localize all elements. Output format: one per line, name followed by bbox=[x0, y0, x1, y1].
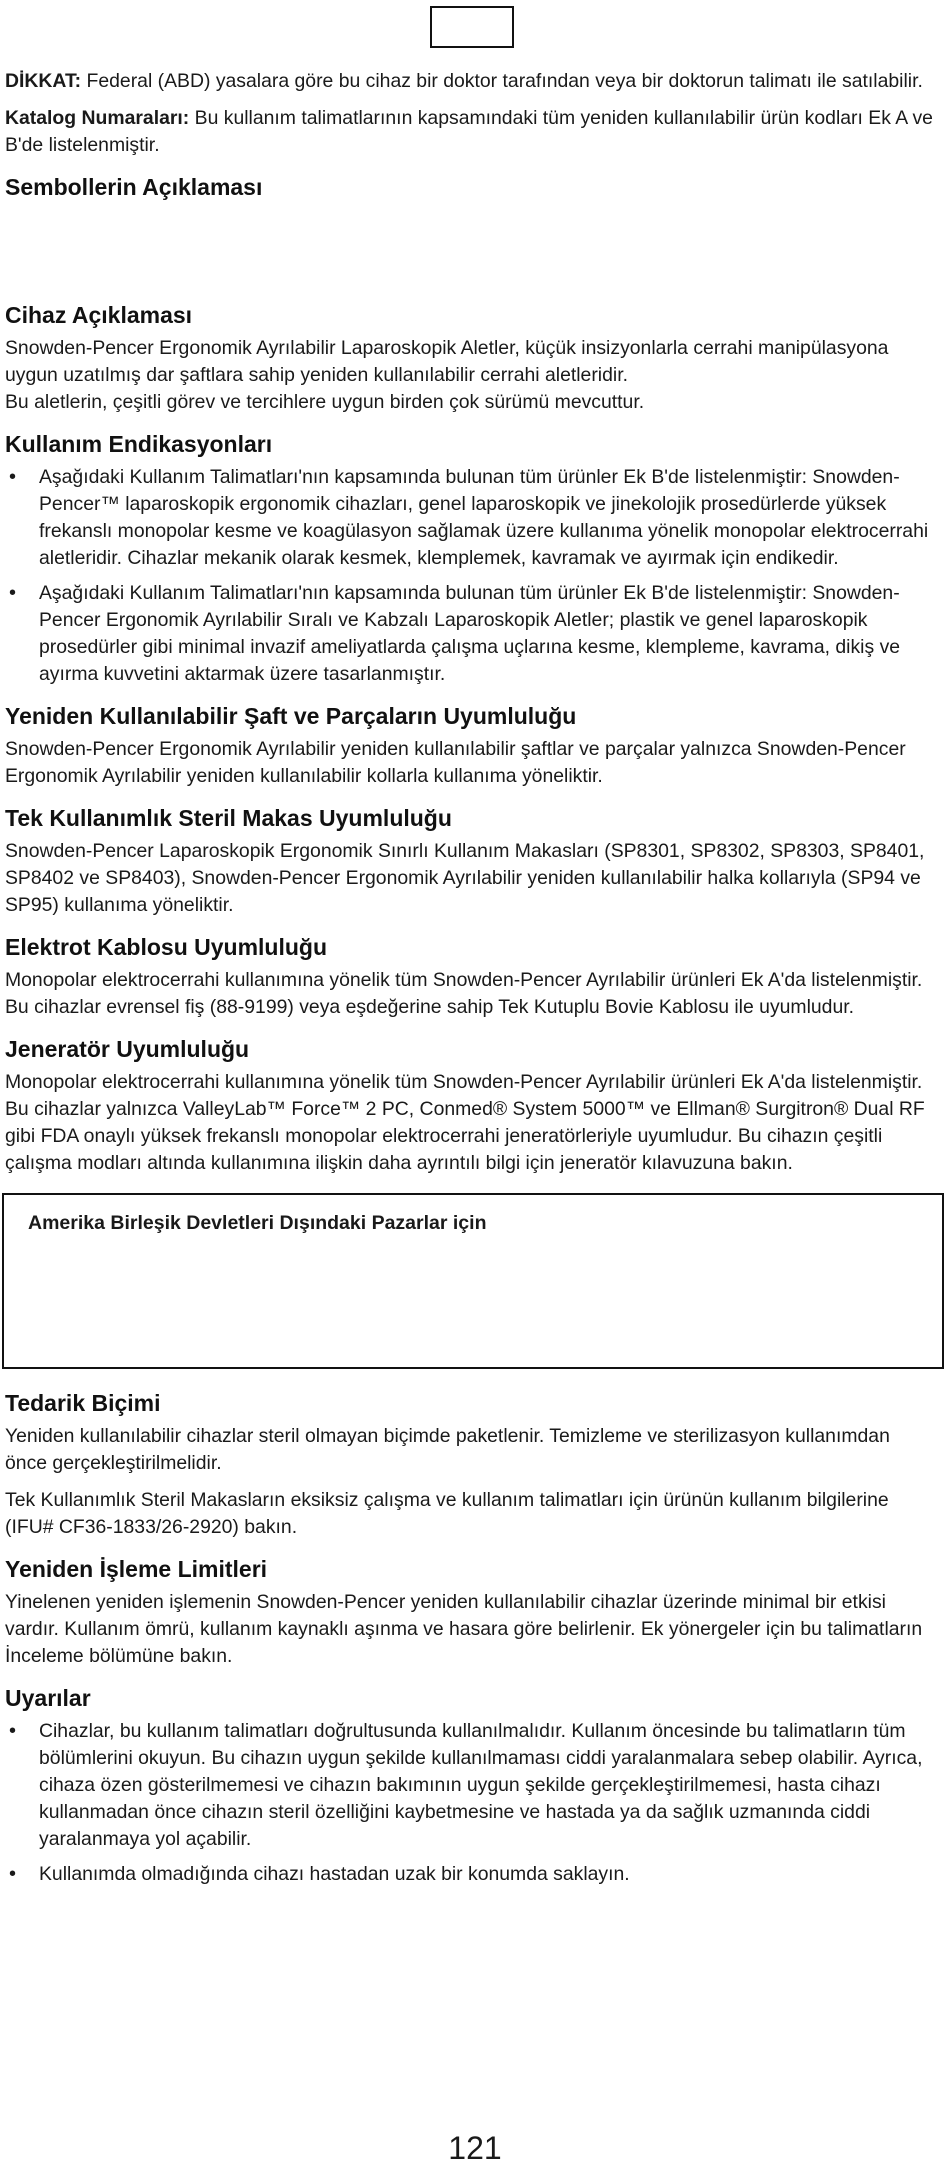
symbols-area bbox=[5, 207, 937, 287]
device-description-text: Snowden-Pencer Ergonomik Ayrılabilir Laparoskopik Aletler, küçük insizyonlarla cerrahi manipülasyona uygun uzatılmış dar şaftlara sahip yeniden kullanılabilir cerrahi aletleridir. bbox=[5, 337, 889, 386]
generator-compat-text: Monopolar elektrocerrahi kullanımına yönelik tüm Snowden-Pencer Ayrılabilir ürünleri Ek A'da listelenmiştir. Bu cihazlar yalnızca ValleyLab™ Force™ 2 PC, Conmed® System 5000™ ve Ellman® Surgitron® Dual RF gibi FDA onaylı yüksek frekanslı monopolar elektrocerrahi jeneratörleriyle uyumludur. Bu cihazın çeşitli çalışma modları altında kullanımına ilişkin daha ayrıntılı bilgi için jeneratör kılavuzuna bakın. bbox=[5, 1071, 925, 1174]
shaft-compat-text: Snowden-Pencer Ergonomik Ayrılabilir yeniden kullanılabilir şaftlar ve parçalar yalnızca Snowden-Pencer Ergonomik Ayrılabilir yeniden kullanılabilir kollarla kullanıma yöneliktir. bbox=[5, 738, 906, 787]
cable-compat-heading: Elektrot Kablosu Uyumluluğu bbox=[5, 934, 328, 960]
symbols-heading: Sembollerin Açıklaması bbox=[5, 174, 263, 200]
catalog-label: Katalog Numaraları: bbox=[5, 107, 190, 129]
list-item: • Aşağıdaki Kullanım Talimatları'nın kapsamında bulunan tüm ürünler Ek B'de listelenmiştir: Snowden-Pencer™ laparoskopik ergonomik cihazları, genel laparoskopik ve jinekolojik prosedürlerde yüksek frekanslı monopolar kesme ve koagülasyon sağlamak üzere kullanıma yönelik monopolar elektrocerrahi aletleridir. Cihazlar mekanik olarak kesmek, klemplemek, kavramak ve ayırmak için endikedir. bbox=[5, 464, 937, 572]
device-description-versions: Bu aletlerin, çeşitli görev ve tercihlere uygun birden çok sürümü mevcuttur. bbox=[5, 391, 645, 413]
list-item: • Aşağıdaki Kullanım Talimatları'nın kapsamında bulunan tüm ürünler Ek B'de listelenmiştir: Snowden-Pencer Ergonomik Ayrılabilir Sıralı ve Kabzalı Laparoskopik Aletler; plastik ve genel laparoskopik prosedürler gibi minimal invazif ameliyatlarda çalışma uçlarına kesme, klempleme, kavrama, dikiş ve ayırma kuvvetini aktarmak üzere tasarlanmıştır. bbox=[5, 580, 937, 688]
cable-compat-text: Monopolar elektrocerrahi kullanımına yönelik tüm Snowden-Pencer Ayrılabilir ürünleri Ek A'da listelenmiştir. Bu cihazlar evrensel fiş (88-9199) veya eşdeğerine sahip Tek Kutuplu Bovie Kablosu ile uyumludur. bbox=[5, 969, 923, 1018]
warnings-heading: Uyarılar bbox=[5, 1685, 91, 1711]
generator-compat-heading: Jeneratör Uyumluluğu bbox=[5, 1036, 250, 1062]
intl-markets-title: Amerika Birleşik Devletleri Dışındaki Pazarlar için bbox=[28, 1212, 487, 1234]
list-item: • Cihazlar, bu kullanım talimatları doğrultusunda kullanılmalıdır. Kullanım öncesinde bu talimatların tüm bölümlerini okuyun. Bu cihazın uygun şekilde kullanılmaması ciddi yaralanmalara sebep olabilir. Ayrıca, cihaza özen gösterilmemesi ve cihazın bakımının uygun şekilde gerçekleştirilmemesi, hasta cihazı kullanmadan önce cihazın steril özelliğini kaybetmesine ve hastada ya da sağlık uzmanında ciddi yaralanmaya yol açabilir. bbox=[5, 1718, 937, 1853]
supply-heading: Tedarik Biçimi bbox=[5, 1390, 161, 1416]
device-description-heading: Cihaz Açıklaması bbox=[5, 302, 193, 328]
catalog-text: Bu kullanım talimatlarının kapsamındaki tüm yeniden kullanılabilir ürün kodları Ek A ve B'de listelenmiştir. bbox=[5, 107, 933, 156]
scissors-compat-text: Snowden-Pencer Laparoskopik Ergonomik Sınırlı Kullanım Makasları (SP8301, SP8302, SP8303, SP8401, SP8402 ve SP8403), Snowden-Pencer Ergonomik Ayrılabilir yeniden kullanılabilir halka kollarıyla (SP94 ve SP95) kullanıma yöneliktir. bbox=[5, 840, 925, 916]
caution-text: Federal (ABD) yasalara göre bu cihaz bir doktor tarafından veya bir doktorun talimatı ile satılabilir. bbox=[81, 70, 923, 92]
reprocessing-heading: Yeniden İşleme Limitleri bbox=[5, 1556, 268, 1582]
caution-paragraph bbox=[5, 68, 937, 95]
indications-list bbox=[5, 464, 937, 688]
caution-label: DİKKAT: bbox=[5, 70, 82, 92]
list-item: • Kullanımda olmadığında cihazı hastadan uzak bir konumda saklayın. bbox=[5, 1861, 937, 1888]
indications-heading: Kullanım Endikasyonları bbox=[5, 431, 273, 457]
supply-ifu-text: Tek Kullanımlık Steril Makasların eksiksiz çalışma ve kullanım talimatları için ürünün kullanım bilgilerine (IFU# CF36-1833/26-2920) bakın. bbox=[5, 1489, 889, 1538]
supply-text: Yeniden kullanılabilir cihazlar steril olmayan biçimde paketlenir. Temizleme ve sterilizasyon kullanımdan önce gerçekleştirilmelidir. bbox=[5, 1425, 890, 1474]
document-body bbox=[5, 68, 937, 1896]
reprocessing-text: Yinelenen yeniden işlemenin Snowden-Pencer yeniden kullanılabilir cihazlar üzerinde minimal bir etkisi vardır. Kullanım ömrü, kullanım kaynaklı aşınma ve hasara göre belirlenir. Ek yönergeler için bu talimatların İnceleme bölümüne bakın. bbox=[5, 1591, 923, 1667]
warnings-list bbox=[5, 1718, 937, 1888]
top-empty-box bbox=[430, 6, 514, 48]
scissors-compat-heading: Tek Kullanımlık Steril Makas Uyumluluğu bbox=[5, 805, 452, 831]
shaft-compat-heading: Yeniden Kullanılabilir Şaft ve Parçaların Uyumluluğu bbox=[5, 703, 577, 729]
catalog-paragraph bbox=[5, 105, 937, 159]
page-number: 121 bbox=[448, 2130, 502, 2166]
intl-markets-box bbox=[2, 1193, 944, 1369]
